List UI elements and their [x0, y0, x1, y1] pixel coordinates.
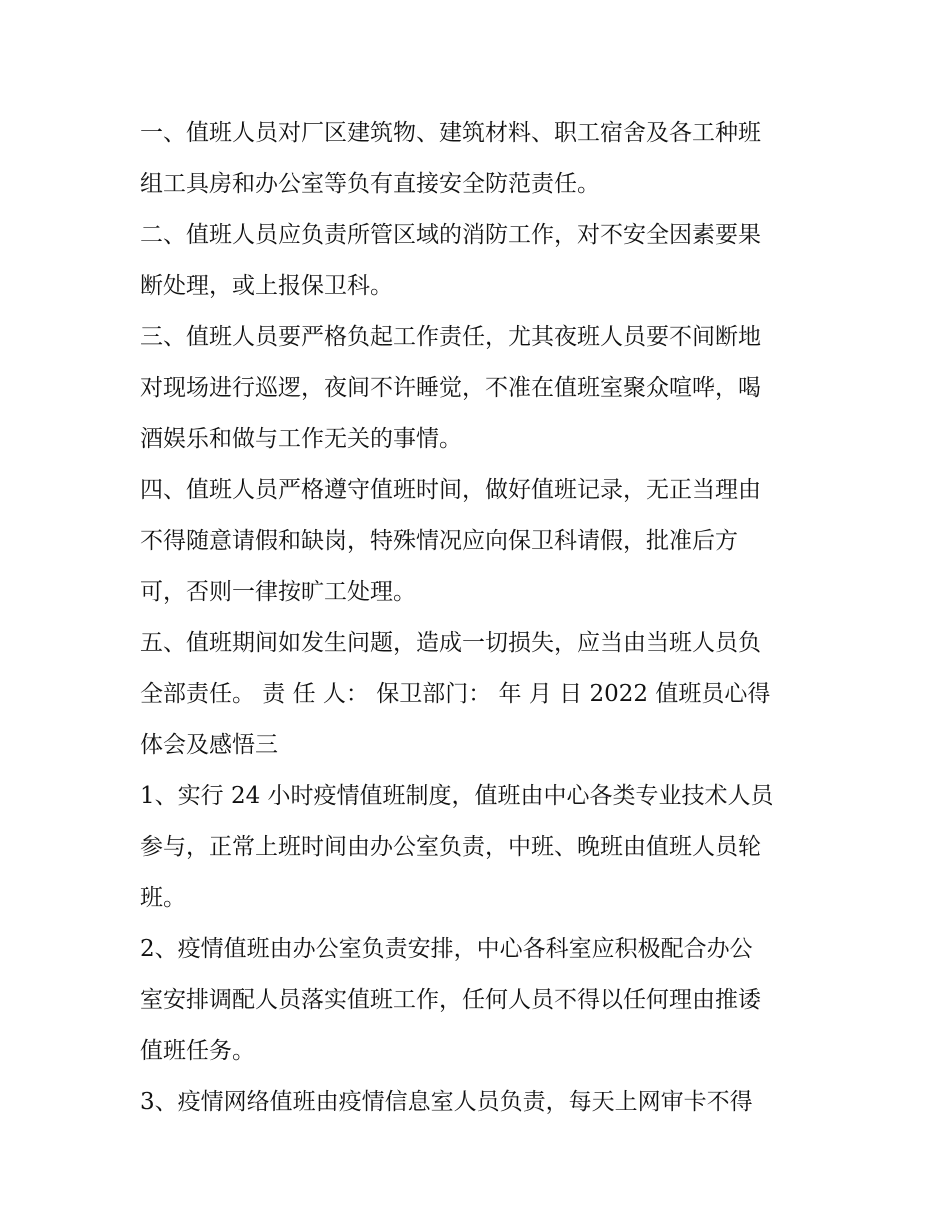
text-line: 三、值班人员要严格负起工作责任，尤其夜班人员要不间断地 [140, 324, 761, 350]
text-line: 五、值班期间如发生问题，造成一切损失，应当由当班人员负 [140, 630, 761, 656]
paragraph-2 [140, 210, 820, 312]
text-line: 断处理，或上报保卫科。 [140, 273, 393, 299]
text-line: 酒娱乐和做与工作无关的事情。 [140, 426, 462, 452]
text-line: 值班任务。 [140, 1038, 255, 1064]
text-line: 2、疫情值班由办公室负责安排，中心各科室应积极配合办公 [140, 936, 753, 962]
text-line: 对现场进行巡逻，夜间不许睡觉，不准在值班室聚众喧哗，喝 [140, 375, 761, 401]
text-line: 3、疫情网络值班由疫情信息室人员负责，每天上网审卡不得 [140, 1089, 753, 1115]
text-line: 1、实行 24 小时疫情值班制度，值班由中心各类专业技术人员 [140, 783, 774, 809]
text-line: 一、值班人员对厂区建筑物、建筑材料、职工宿舍及各工种班 [140, 120, 761, 146]
text-line: 四、值班人员严格遵守值班时间，做好值班记录，无正当理由 [140, 477, 761, 503]
text-line: 班。 [140, 885, 186, 911]
paragraph-6 [140, 771, 820, 924]
document-body [140, 108, 820, 1128]
paragraph-3 [140, 312, 820, 465]
text-line: 二、值班人员应负责所管区域的消防工作，对不安全因素要果 [140, 222, 761, 248]
text-line: 不得随意请假和缺岗，特殊情况应向保卫科请假，批准后方 [140, 528, 738, 554]
text-line: 室安排调配人员落实值班工作，任何人员不得以任何理由推诿 [140, 987, 761, 1013]
text-line: 全部责任。 责 任 人： 保卫部门： 年 月 日 2022 值班员心得 [140, 681, 771, 707]
paragraph-4 [140, 465, 820, 618]
paragraph-1 [140, 108, 820, 210]
text-line: 可，否则一律按旷工处理。 [140, 579, 416, 605]
text-line: 参与，正常上班时间由办公室负责，中班、晚班由值班人员轮 [140, 834, 761, 860]
paragraph-5 [140, 618, 820, 771]
paragraph-8 [140, 1077, 820, 1128]
text-line: 体会及感悟三 [140, 732, 278, 758]
paragraph-7 [140, 924, 820, 1077]
text-line: 组工具房和办公室等负有直接安全防范责任。 [140, 171, 600, 197]
